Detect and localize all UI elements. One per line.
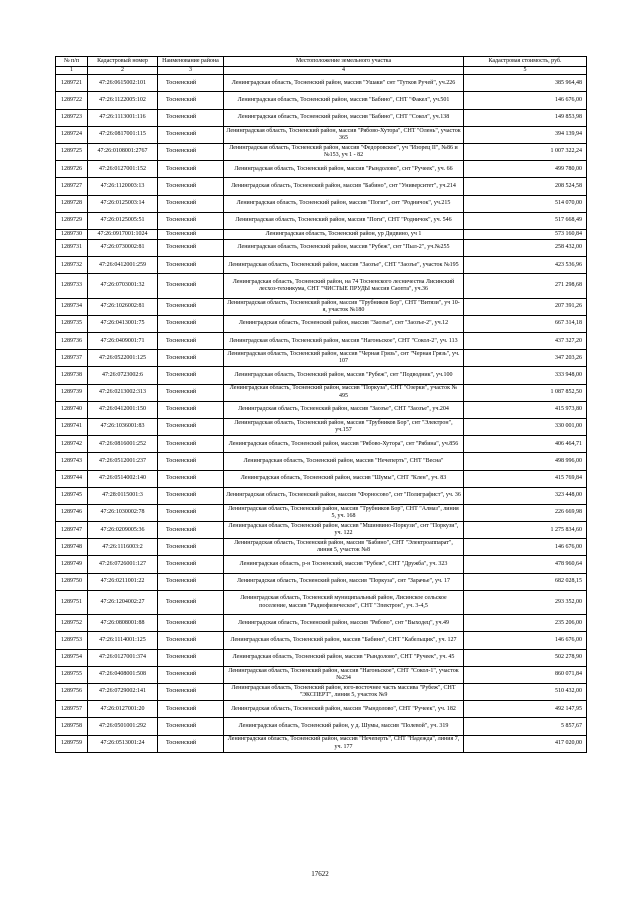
column-number: 4: [224, 67, 464, 75]
location-cell: Ленинградская область, Тосненский район, массив "Черная Грязь", снт "Черная Грязь", уч. 107: [224, 350, 464, 367]
table-row: [56, 649, 587, 666]
valuation-table: [55, 56, 587, 753]
cadastral-number-cell: 47:26:0127001:152: [88, 161, 158, 178]
district-cell: Тосненский: [158, 522, 224, 539]
table-row: [56, 418, 587, 435]
location-cell: Ленинградская область, Тосненский район, массив "Бабино", снт "Университет", уч.214: [224, 178, 464, 195]
row-index-cell: 1289744: [56, 470, 88, 487]
table-row: [56, 315, 587, 332]
cadastral-number-cell: 47:26:0213002:313: [88, 384, 158, 401]
cadastral-number-cell: 47:26:0729002:141: [88, 683, 158, 700]
row-index-cell: 1289738: [56, 367, 88, 384]
cadastral-number-cell: 47:28:0115001:3: [88, 487, 158, 504]
district-cell: Тосненский: [158, 470, 224, 487]
table-row: [56, 453, 587, 470]
district-cell: Тосненский: [158, 735, 224, 752]
table-row: [56, 126, 587, 143]
cadastral-number-cell: 47:26:1113001:116: [88, 109, 158, 126]
district-cell: Тосненский: [158, 350, 224, 367]
table-body: [56, 75, 587, 753]
district-cell: Тосненский: [158, 487, 224, 504]
location-cell: Ленинградская область, Тосненский район, массив "Рубеж", снт "Подводник", уч.100: [224, 367, 464, 384]
cadastral-value-cell: 517 668,49: [464, 212, 587, 229]
cadastral-number-cell: 47:26:0408001:508: [88, 666, 158, 683]
table-row: [56, 178, 587, 195]
location-cell: Ленинградская область, Тосненский район, массив "Трубников Бор", СНТ "Витязи", уч 10-я, участок №180: [224, 298, 464, 315]
district-cell: Тосненский: [158, 666, 224, 683]
location-cell: Ленинградская область, Тосненский район, массив "Рябово-Хутора", СНТ "Олень", участок 365: [224, 126, 464, 143]
district-cell: Тосненский: [158, 573, 224, 590]
row-index-cell: 1289731: [56, 239, 88, 256]
location-cell: Ленинградская область, Тосненский район, массив "Нечеперть", СНТ "Весна": [224, 453, 464, 470]
table-row: [56, 274, 587, 298]
location-cell: Ленинградская область, Тосненский район, массив "Нагоньское", СНТ "Сокол-1", участок №234: [224, 666, 464, 683]
location-cell: Ленинградская область, Тосненский район, массив "Бабино", СНТ "Кабельщик", уч. 127: [224, 632, 464, 649]
cadastral-value-cell: 415 973,80: [464, 401, 587, 418]
table-row: [56, 504, 587, 521]
row-index-cell: 1289732: [56, 257, 88, 274]
cadastral-number-cell: 47:26:0125003:14: [88, 195, 158, 212]
district-cell: Тосненский: [158, 590, 224, 614]
table-row: [56, 718, 587, 735]
cadastral-value-cell: 226 669,98: [464, 504, 587, 521]
table-row: [56, 590, 587, 614]
district-cell: Тосненский: [158, 649, 224, 666]
cadastral-number-cell: 47:26:0125005:51: [88, 212, 158, 229]
row-index-cell: 1289747: [56, 522, 88, 539]
cadastral-value-cell: 498 996,00: [464, 453, 587, 470]
location-cell: Ленинградская область, Тосненский район, юго-восточнее часть массива "Рубеж", СНТ "ЭКСПЕРТ", линия 5, участок №9: [224, 683, 464, 700]
table-row: [56, 735, 587, 752]
district-cell: Тосненский: [158, 126, 224, 143]
cadastral-value-cell: 682 028,15: [464, 573, 587, 590]
district-cell: Тосненский: [158, 367, 224, 384]
table-row: [56, 436, 587, 453]
row-index-cell: 1289730: [56, 229, 88, 239]
location-cell: Ленинградская область, Тосненский район, массив "Рындолово", снт "Ручеек", уч. 66: [224, 161, 464, 178]
cadastral-value-cell: 207 391,26: [464, 298, 587, 315]
table-row: [56, 195, 587, 212]
cadastral-value-cell: 385 964,48: [464, 75, 587, 92]
cadastral-number-cell: 47:26:0816001:252: [88, 436, 158, 453]
column-number-row: [56, 67, 587, 75]
cadastral-value-cell: 271 298,68: [464, 274, 587, 298]
district-cell: Тосненский: [158, 143, 224, 160]
location-cell: Ленинградская область, Тосненский район, массив "Рубеж", снт "Пыл-2", уч.№255: [224, 239, 464, 256]
cadastral-number-cell: 47:26:0808001:88: [88, 615, 158, 632]
cadastral-value-cell: 1 275 834,60: [464, 522, 587, 539]
row-index-cell: 1289722: [56, 92, 88, 109]
row-index-cell: 1289739: [56, 384, 88, 401]
location-cell: Ленинградская область, Тосненский муниципальный район, Лисинское сельское поселение, массив "Радиофизическое", СНТ "Электрон", уч. 3-4,5: [224, 590, 464, 614]
table-row: [56, 212, 587, 229]
row-index-cell: 1289724: [56, 126, 88, 143]
row-index-cell: 1289745: [56, 487, 88, 504]
district-cell: Тосненский: [158, 683, 224, 700]
district-cell: Тосненский: [158, 195, 224, 212]
table-row: [56, 701, 587, 718]
cadastral-value-cell: 510 432,00: [464, 683, 587, 700]
table-row: [56, 632, 587, 649]
location-cell: Ленинградская область, Тосненский район, массив "Заозъе", СНТ "Заозъе", уч.204: [224, 401, 464, 418]
column-number: 3: [158, 67, 224, 75]
location-cell: Ленинградская область, Тосненский район, массив "Нагоньское", СНТ "Сокол-2", уч. 113: [224, 333, 464, 350]
table-row: [56, 384, 587, 401]
location-cell: Ленинградская область, Тосненский район, массив "Поги", СНТ "Родничок", уч. 546: [224, 212, 464, 229]
cadastral-number-cell: 47:26:0409001:71: [88, 333, 158, 350]
district-cell: Тосненский: [158, 418, 224, 435]
cadastral-number-cell: 47:26:1116003:2: [88, 539, 158, 556]
cadastral-value-cell: 146 676,00: [464, 632, 587, 649]
location-cell: Ленинградская область, Тосненский район, у д. Шумы, массив "Полевой", уч. 319: [224, 718, 464, 735]
valuation-table-sheet: [55, 56, 586, 753]
row-index-cell: 1289750: [56, 573, 88, 590]
cadastral-number-cell: 47:26:0730002:81: [88, 239, 158, 256]
cadastral-value-cell: 492 147,95: [464, 701, 587, 718]
header-index: № п/п: [56, 57, 88, 67]
table-row: [56, 75, 587, 92]
cadastral-number-cell: 47:26:0108001:2767: [88, 143, 158, 160]
cadastral-value-cell: 667 314,18: [464, 315, 587, 332]
table-row: [56, 161, 587, 178]
location-cell: Ленинградская область, Тосненский район, массив "Трубников Бор", СНТ "Алмаз", линия 5, уч. 168: [224, 504, 464, 521]
table-row: [56, 333, 587, 350]
table-row: [56, 556, 587, 573]
location-cell: Ленинградская область, Тосненский район, массив "Поркуза", СНТ "Озерки", участок № 495: [224, 384, 464, 401]
cadastral-value-cell: 437 327,20: [464, 333, 587, 350]
table-row: [56, 350, 587, 367]
table-row: [56, 367, 587, 384]
location-cell: Ленинградская область, Тосненский район, массив "Рындолово", СНТ "Ручеек", уч. 45: [224, 649, 464, 666]
header-cadastral: Кадастровый номер: [88, 57, 158, 67]
cadastral-number-cell: 47:26:1026002:81: [88, 298, 158, 315]
district-cell: Тосненский: [158, 315, 224, 332]
district-cell: Тосненский: [158, 212, 224, 229]
table-row: [56, 487, 587, 504]
column-number: 2: [88, 67, 158, 75]
row-index-cell: 1289756: [56, 683, 88, 700]
location-cell: Ленинградская область, Тосненский район, массив "Ушаки" снт "Тутков Ручей", уч.226: [224, 75, 464, 92]
location-cell: Ленинградская область, Тосненский район, массив "Шумы", СНТ "Клен", уч. 83: [224, 470, 464, 487]
table-row: [56, 401, 587, 418]
district-cell: Тосненский: [158, 257, 224, 274]
district-cell: Тосненский: [158, 178, 224, 195]
location-cell: Ленинградская область, Тосненский район, массив "Рябово", снт "Выходец", уч.49: [224, 615, 464, 632]
location-cell: Ленинградская область, Тосненский район, массив "Нечеперть", СНТ "Надежда", линия 7, уч. 177: [224, 735, 464, 752]
table-row: [56, 229, 587, 239]
table-row: [56, 470, 587, 487]
row-index-cell: 1289723: [56, 109, 88, 126]
row-index-cell: 1289754: [56, 649, 88, 666]
table-row: [56, 615, 587, 632]
cadastral-number-cell: 47:26:0211001:22: [88, 573, 158, 590]
row-index-cell: 1289737: [56, 350, 88, 367]
row-index-cell: 1289727: [56, 178, 88, 195]
cadastral-number-cell: 47:26:0723002:6: [88, 367, 158, 384]
district-cell: Тосненский: [158, 274, 224, 298]
table-row: [56, 92, 587, 109]
district-cell: Тосненский: [158, 92, 224, 109]
cadastral-number-cell: 47:26:0513001:24: [88, 735, 158, 752]
district-cell: Тосненский: [158, 718, 224, 735]
cadastral-number-cell: 47:26:0615002:101: [88, 75, 158, 92]
district-cell: Тосненский: [158, 701, 224, 718]
cadastral-number-cell: 47:26:0703001:32: [88, 274, 158, 298]
district-cell: Тосненский: [158, 75, 224, 92]
cadastral-number-cell: 47:26:1120003:13: [88, 178, 158, 195]
table-row: [56, 109, 587, 126]
district-cell: Тосненский: [158, 401, 224, 418]
cadastral-value-cell: 499 780,00: [464, 161, 587, 178]
row-index-cell: 1289729: [56, 212, 88, 229]
row-index-cell: 1289755: [56, 666, 88, 683]
location-cell: Ленинградская область, Тосненский район, массив "Бабино", СНТ "Факел", уч.501: [224, 92, 464, 109]
header-location: Местоположение земельного участка: [224, 57, 464, 67]
row-index-cell: 1289736: [56, 333, 88, 350]
district-cell: Тосненский: [158, 632, 224, 649]
cadastral-number-cell: 47:26:0514002:140: [88, 470, 158, 487]
cadastral-value-cell: 502 278,90: [464, 649, 587, 666]
row-index-cell: 1289751: [56, 590, 88, 614]
row-index-cell: 1289733: [56, 274, 88, 298]
cadastral-value-cell: 406 464,71: [464, 436, 587, 453]
cadastral-value-cell: 514 070,00: [464, 195, 587, 212]
district-cell: Тосненский: [158, 229, 224, 239]
row-index-cell: 1289721: [56, 75, 88, 92]
row-index-cell: 1289741: [56, 418, 88, 435]
district-cell: Тосненский: [158, 556, 224, 573]
row-index-cell: 1289758: [56, 718, 88, 735]
cadastral-value-cell: 1 087 852,50: [464, 384, 587, 401]
column-number: 5: [464, 67, 587, 75]
table-row: [56, 239, 587, 256]
cadastral-number-cell: 47:26:0127001:374: [88, 649, 158, 666]
table-row: [56, 666, 587, 683]
table-row: [56, 522, 587, 539]
cadastral-number-cell: 47:26:1036001:83: [88, 418, 158, 435]
row-index-cell: 1289749: [56, 556, 88, 573]
cadastral-number-cell: 47:26:0412001:259: [88, 257, 158, 274]
district-cell: Тосненский: [158, 615, 224, 632]
cadastral-number-cell: 47:26:0127001:20: [88, 701, 158, 718]
district-cell: Тосненский: [158, 109, 224, 126]
header-value: Кадастровая стоимость, руб.: [464, 57, 587, 67]
header-district: Наименование района: [158, 57, 224, 67]
cadastral-value-cell: 423 536,96: [464, 257, 587, 274]
table-row: [56, 683, 587, 700]
district-cell: Тосненский: [158, 384, 224, 401]
cadastral-value-cell: 208 524,58: [464, 178, 587, 195]
location-cell: Ленинградская область, Тосненский район, массив "Мшинвино-Поркузи", снт "Поркузи", уч. 122: [224, 522, 464, 539]
cadastral-number-cell: 47:26:0412001:150: [88, 401, 158, 418]
cadastral-number-cell: 47:26:0522001:125: [88, 350, 158, 367]
cadastral-value-cell: 573 160,84: [464, 229, 587, 239]
cadastral-value-cell: 860 071,84: [464, 666, 587, 683]
cadastral-value-cell: 149 853,98: [464, 109, 587, 126]
row-index-cell: 1289734: [56, 298, 88, 315]
table-row: [56, 143, 587, 160]
row-index-cell: 1289753: [56, 632, 88, 649]
row-index-cell: 1289748: [56, 539, 88, 556]
row-index-cell: 1289735: [56, 315, 88, 332]
district-cell: Тосненский: [158, 453, 224, 470]
location-cell: Ленинградская область, Тосненский район, массив "Погиг", снт "Родничок", уч.215: [224, 195, 464, 212]
location-cell: Ленинградская область, Тосненский район, массив "Рябово-Хутора", снт "Рябина", уч.856: [224, 436, 464, 453]
district-cell: Тосненский: [158, 298, 224, 315]
cadastral-value-cell: 330 001,00: [464, 418, 587, 435]
cadastral-number-cell: 47:26:1114001:125: [88, 632, 158, 649]
table-row: [56, 298, 587, 315]
row-index-cell: 1289746: [56, 504, 88, 521]
cadastral-number-cell: 47:26:1030002:78: [88, 504, 158, 521]
row-index-cell: 1289752: [56, 615, 88, 632]
row-index-cell: 1289740: [56, 401, 88, 418]
row-index-cell: 1289743: [56, 453, 88, 470]
row-index-cell: 1289728: [56, 195, 88, 212]
row-index-cell: 1289759: [56, 735, 88, 752]
row-index-cell: 1289725: [56, 143, 88, 160]
district-cell: Тосненский: [158, 504, 224, 521]
location-cell: Ленинградская область, Тосненский район, массив "Бабино", СНТ "Сокол", уч.138: [224, 109, 464, 126]
page-number: 17622: [311, 870, 329, 878]
location-cell: Ленинградская область, Тосненский район, массив "Поркуза", снт "Зарачье", уч. 17: [224, 573, 464, 590]
location-cell: Ленинградская область, Тосненский район, массив "Федоровское", уч "Изорец II", №86 и №153, уч 1 - 82: [224, 143, 464, 160]
district-cell: Тосненский: [158, 333, 224, 350]
cadastral-value-cell: 146 676,00: [464, 92, 587, 109]
cadastral-value-cell: 415 769,84: [464, 470, 587, 487]
cadastral-value-cell: 333 948,00: [464, 367, 587, 384]
table-row: [56, 573, 587, 590]
location-cell: Ленинградская область, Тосненский район, ур Дидвино, уч 1: [224, 229, 464, 239]
cadastral-number-cell: 47:26:0209005:36: [88, 522, 158, 539]
cadastral-value-cell: 1 007 322,24: [464, 143, 587, 160]
cadastral-value-cell: 235 206,00: [464, 615, 587, 632]
cadastral-value-cell: 5 857,67: [464, 718, 587, 735]
column-number: 1: [56, 67, 88, 75]
cadastral-number-cell: 47:26:0817001:115: [88, 126, 158, 143]
location-cell: Ленинградская область, Тосненский район, массив "Трубников Бор", снт "Электрон", уч.157: [224, 418, 464, 435]
district-cell: Тосненский: [158, 436, 224, 453]
location-cell: Ленинградская область, Тосненский район, массив "Заозъе", снт "Заозъе-2", уч.12: [224, 315, 464, 332]
cadastral-value-cell: 293 352,00: [464, 590, 587, 614]
cadastral-number-cell: 47:26:0917001:1024: [88, 229, 158, 239]
cadastral-value-cell: 394 139,94: [464, 126, 587, 143]
cadastral-value-cell: 478 960,64: [464, 556, 587, 573]
table-row: [56, 539, 587, 556]
location-cell: Ленинградская область, р-н Тосненский, массив "Рубеж", СНТ "Дружба", уч. 323: [224, 556, 464, 573]
row-index-cell: 1289742: [56, 436, 88, 453]
location-cell: Ленинградская область, Тосненский район, массив "Форносово", снт "Полиграфист", уч. 36: [224, 487, 464, 504]
row-index-cell: 1289726: [56, 161, 88, 178]
district-cell: Тосненский: [158, 539, 224, 556]
location-cell: Ленинградская область, Тосненский район, на 74 Тосненского лесничества Лисинский лесхоз-техникума, СНТ "ЧИСТЫЕ ПРУДЫ массив Саопта", уч.36: [224, 274, 464, 298]
cadastral-number-cell: 47:26:1122005:102: [88, 92, 158, 109]
location-cell: Ленинградская область, Тосненский район, массив "Рындолово", СНТ "Ручеек", уч. 182: [224, 701, 464, 718]
cadastral-number-cell: 47:26:0726001:127: [88, 556, 158, 573]
cadastral-number-cell: 47:26:0512001:237: [88, 453, 158, 470]
district-cell: Тосненский: [158, 161, 224, 178]
location-cell: Ленинградская область, Тосненский район, массив "Бабино", СНТ "Электроаппарат", линия 5, участок №8: [224, 539, 464, 556]
row-index-cell: 1289757: [56, 701, 88, 718]
cadastral-number-cell: 47:26:1204002:27: [88, 590, 158, 614]
cadastral-value-cell: 323 448,00: [464, 487, 587, 504]
district-cell: Тосненский: [158, 239, 224, 256]
location-cell: Ленинградская область, Тосненский район, массив "Заозъе", СНТ "Заозъе", участок №195: [224, 257, 464, 274]
header-row: [56, 57, 587, 67]
cadastral-value-cell: 258 432,00: [464, 239, 587, 256]
cadastral-value-cell: 347 203,26: [464, 350, 587, 367]
cadastral-number-cell: 47:26:0501001:292: [88, 718, 158, 735]
cadastral-value-cell: 417 020,00: [464, 735, 587, 752]
cadastral-number-cell: 47:26:0413001:75: [88, 315, 158, 332]
table-row: [56, 257, 587, 274]
cadastral-value-cell: 146 676,00: [464, 539, 587, 556]
